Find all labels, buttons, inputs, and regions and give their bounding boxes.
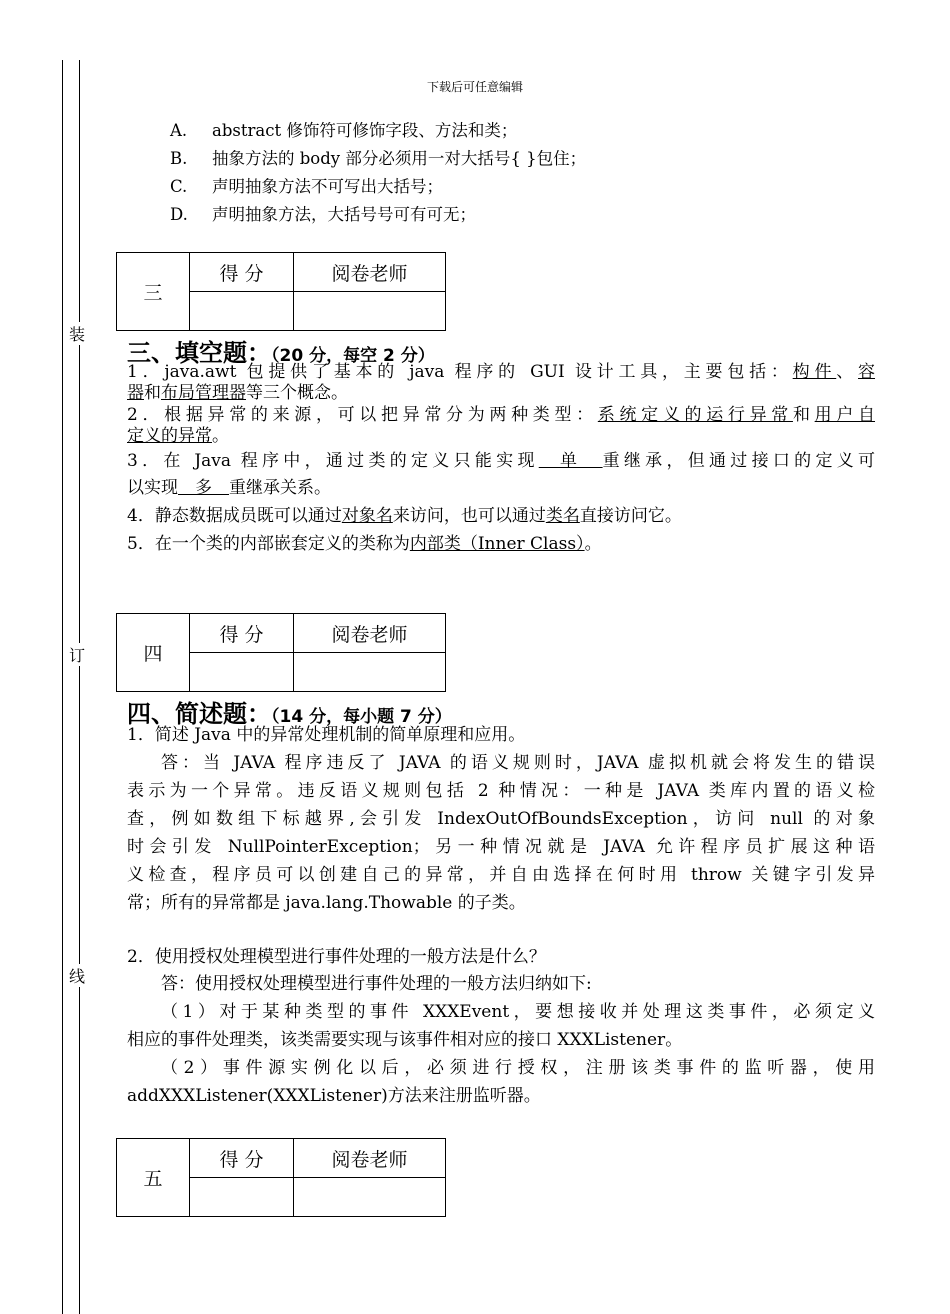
s4-answer-2-line-1: 答：使用授权处理模型进行事件处理的一般方法归纳如下:	[161, 974, 592, 994]
s3-question-2-line-1: 2．根据异常的来源，可以把异常分为两种类型：系统定义的运行异常和用户自	[127, 405, 876, 425]
score-cell[interactable]	[190, 653, 294, 692]
s4-answer-1-line-1: 答：当 JAVA 程序违反了 JAVA 的语义规则时，JAVA 虚拟机就会将发生的错误	[161, 753, 875, 773]
option-c: C. 声明抽象方法不可写出大括号；	[170, 177, 443, 196]
binding-line-inner	[79, 60, 80, 1314]
s4-answer-1-line-6: 常；所有的异常都是 java.lang.Thowable 的子类。	[127, 893, 526, 913]
score-cell[interactable]	[190, 1178, 294, 1217]
score-label: 得 分	[190, 614, 294, 653]
s3-question-2-line-2: 定义的异常。	[127, 426, 229, 446]
option-b: B. 抽象方法的 body 部分必须用一对大括号{ }包住；	[170, 149, 587, 168]
s4-question-2: 2．使用授权处理模型进行事件处理的一般方法是什么？	[127, 947, 546, 967]
section-3-heading: 三、填空题：（20 分，每空 2 分）	[127, 339, 435, 367]
score-label: 得 分	[190, 1139, 294, 1178]
score-table-4	[116, 613, 446, 692]
s4-answer-1-line-4: 时会引发 NullPointerException；另一种情况就是 JAVA 允许程序员扩展这种语	[127, 837, 875, 857]
s4-answer-2-line-2: （1）对于某种类型的事件 XXXEvent，要想接收并处理这类事件，必须定义	[161, 1002, 875, 1022]
s4-answer-1-line-5: 义检查，程序员可以创建自己的异常，并自由选择在何时用 throw 关键字引发异	[127, 865, 875, 885]
section-number: 五	[117, 1139, 190, 1217]
section-number: 三	[117, 253, 190, 331]
teacher-label: 阅卷老师	[294, 614, 446, 653]
page-header: 下载后可任意编辑	[426, 80, 523, 94]
teacher-cell[interactable]	[294, 292, 446, 331]
option-d: D. 声明抽象方法，大括号号可有可无；	[170, 205, 476, 224]
section-number: 四	[117, 614, 190, 692]
s3-question-1-line-2: 器和布局管理器等三个概念。	[127, 383, 348, 403]
s4-question-1: 1．简述 Java 中的异常处理机制的简单原理和应用。	[127, 725, 526, 745]
teacher-label: 阅卷老师	[294, 1139, 446, 1178]
score-label: 得 分	[190, 253, 294, 292]
s4-answer-1-line-2: 表示为一个异常。违反语义规则包括 2 种情况：一种是 JAVA 类库内置的语义检	[127, 781, 875, 801]
teacher-cell[interactable]	[294, 1178, 446, 1217]
s3-question-3-line-1: 3．在 Java 程序中，通过类的定义只能实现 单 重继承，但通过接口的定义可	[127, 451, 876, 471]
teacher-cell[interactable]	[294, 653, 446, 692]
s4-answer-1-line-3: 查，例如数组下标越界,会引发 IndexOutOfBoundsException，访问 null 的对象	[127, 809, 875, 829]
teacher-label: 阅卷老师	[294, 253, 446, 292]
binding-mark-ding: 订	[69, 643, 85, 666]
s3-question-1-line-1: 1．java.awt 包提供了基本的 java 程序的 GUI 设计工具，主要包括：构件、容	[127, 362, 876, 382]
score-table-3	[116, 252, 446, 331]
s4-answer-2-line-5: addXXXListener(XXXListener)方法来注册监听器。	[127, 1086, 541, 1106]
score-table-5	[116, 1138, 446, 1217]
section-4-heading: 四、简述题：（14 分，每小题 7 分）	[127, 700, 452, 728]
binding-line-outer	[62, 60, 63, 1314]
binding-mark-zhuang: 装	[69, 322, 85, 345]
s3-question-3-line-2: 以实现 多 重继承关系。	[127, 478, 331, 498]
binding-mark-xian: 线	[69, 964, 85, 987]
s3-question-4: 4．静态数据成员既可以通过对象名来访问，也可以通过类名直接访问它。	[127, 506, 682, 526]
s4-answer-2-line-4: （2）事件源实例化以后，必须进行授权，注册该类事件的监听器，使用	[161, 1058, 875, 1078]
s3-question-5: 5．在一个类的内部嵌套定义的类称为内部类（Inner Class）。	[127, 534, 602, 554]
score-cell[interactable]	[190, 292, 294, 331]
s4-answer-2-line-3: 相应的事件处理类，该类需要实现与该事件相对应的接口 XXXListener。	[127, 1030, 683, 1050]
option-a: A. abstract 修饰符可修饰字段、方法和类；	[170, 121, 518, 140]
